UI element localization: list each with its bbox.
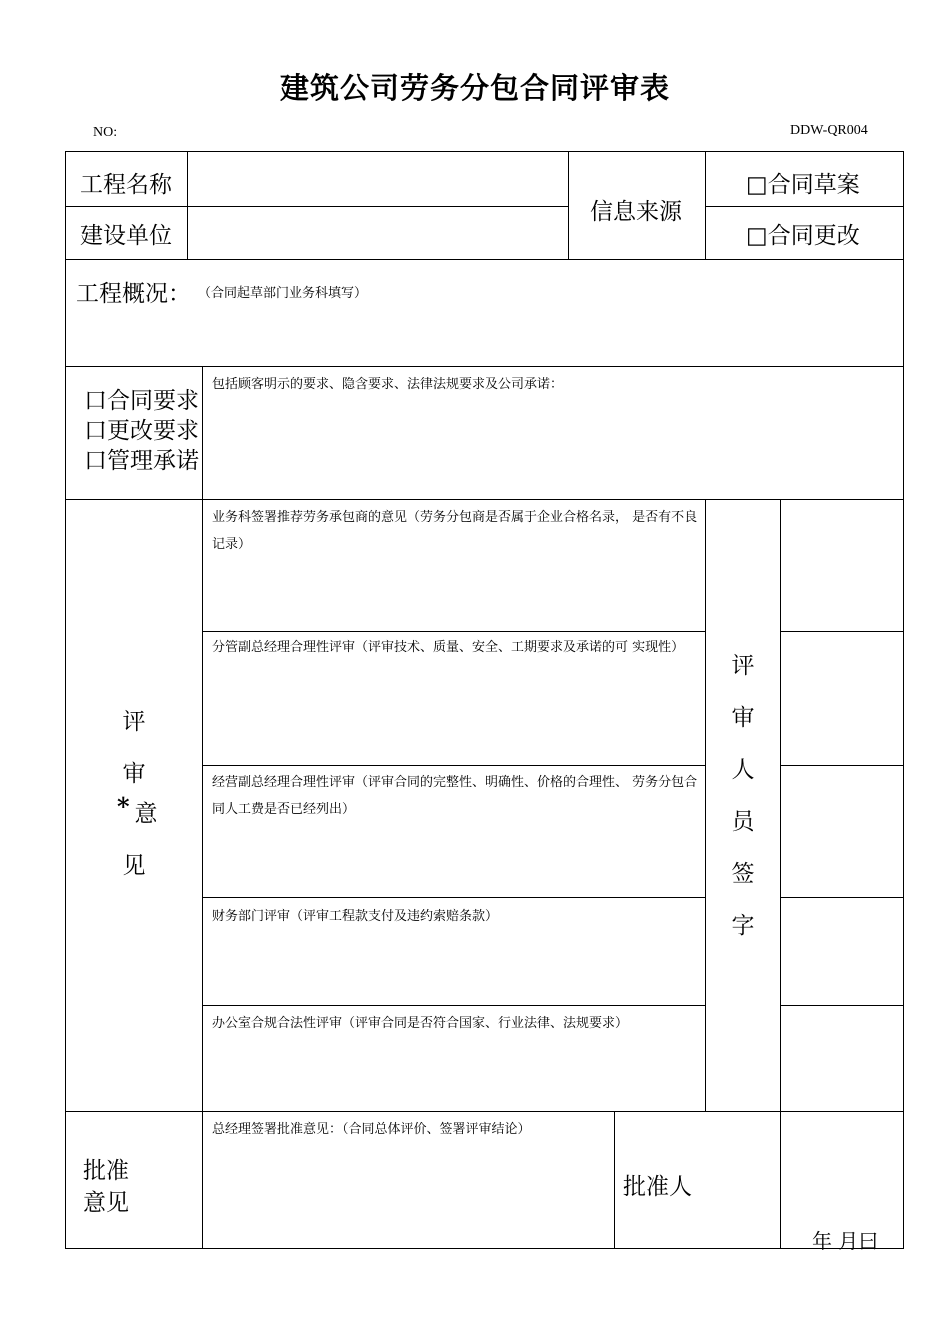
review-item-operations-manager: 经营副总经理合理性评审（评审合同的完整性、明确性、价格的合理性、 劳务分包合同人工费是否已经列出） — [212, 775, 698, 817]
approval-hint: 总经理签署批准意见：（合同总体评价、签署评审结论） — [212, 1122, 531, 1137]
overview-hint: （合同起草部门业务科填写） — [198, 286, 368, 301]
review-asterisk: * — [117, 792, 130, 821]
signer-char-6: 字 — [731, 913, 755, 939]
project-name-label: 工程名称 — [80, 172, 172, 198]
option-contract-draft[interactable]: □合同草案 — [746, 172, 860, 198]
signer-char-1: 评 — [731, 653, 755, 679]
signature-field-business[interactable] — [783, 502, 901, 629]
overview-label: 工程概况： — [76, 281, 191, 307]
review-item-finance: 财务部门评审（评审工程款支付及违约索赔条款） — [212, 909, 499, 924]
review-item-office: 办公室合规合法性评审（评审合同是否符合国家、行业法律、法规要求） — [212, 1016, 629, 1031]
review-label-char-3: 意 — [134, 801, 158, 827]
approval-label-line2: 意见 — [83, 1190, 129, 1216]
doc-code: DDW-QR004 — [790, 123, 868, 138]
overview-field[interactable] — [70, 310, 900, 362]
review-item-deputy-manager: 分管副总经理合理性评审（评审技术、质量、安全、工期要求及承诺的可 实现性） — [212, 640, 685, 655]
review-item-business: 业务科签署推荐劳务承包商的意见（劳务分包商是否属于企业合格名录， 是否有不良记录） — [212, 510, 698, 552]
signer-char-3: 人 — [731, 757, 755, 783]
requirements-field[interactable] — [206, 400, 900, 495]
build-unit-label: 建设单位 — [80, 223, 172, 249]
signature-field-finance[interactable] — [783, 900, 901, 1003]
signature-field-operations-manager[interactable] — [783, 768, 901, 895]
signer-char-4: 员 — [731, 809, 755, 835]
signature-field-office[interactable] — [783, 1008, 901, 1109]
project-name-field[interactable] — [190, 154, 566, 204]
option-management-commitment[interactable]: 口管理承诺 — [84, 448, 199, 474]
approval-label-line1: 批准 — [83, 1158, 129, 1184]
signer-char-5: 签 — [731, 861, 755, 887]
approval-opinion-field[interactable] — [206, 1146, 610, 1244]
signature-field-deputy-manager[interactable] — [783, 634, 901, 763]
review-label-char-4: 见 — [122, 853, 146, 879]
option-contract-change[interactable]: □合同更改 — [746, 223, 860, 249]
approver-label: 批准人 — [623, 1174, 692, 1200]
page-title: 建筑公司劳务分包合同评审表 — [279, 71, 670, 105]
review-label-char-2: 审 — [122, 761, 146, 787]
no-label: NO: — [93, 125, 118, 140]
approval-date[interactable]: 年 月曰 — [812, 1229, 879, 1253]
requirements-hint: 包括顾客明示的要求、隐含要求、法律法规要求及公司承诺： — [212, 377, 564, 392]
review-label-char-1: 评 — [122, 709, 146, 735]
option-change-requirement[interactable]: 口更改要求 — [84, 418, 199, 444]
option-contract-requirement[interactable]: 口合同要求 — [84, 388, 199, 414]
info-source-label: 信息来源 — [590, 199, 682, 225]
build-unit-field[interactable] — [190, 209, 566, 257]
approver-signature-field[interactable] — [783, 1114, 901, 1218]
signer-char-2: 审 — [731, 705, 755, 731]
